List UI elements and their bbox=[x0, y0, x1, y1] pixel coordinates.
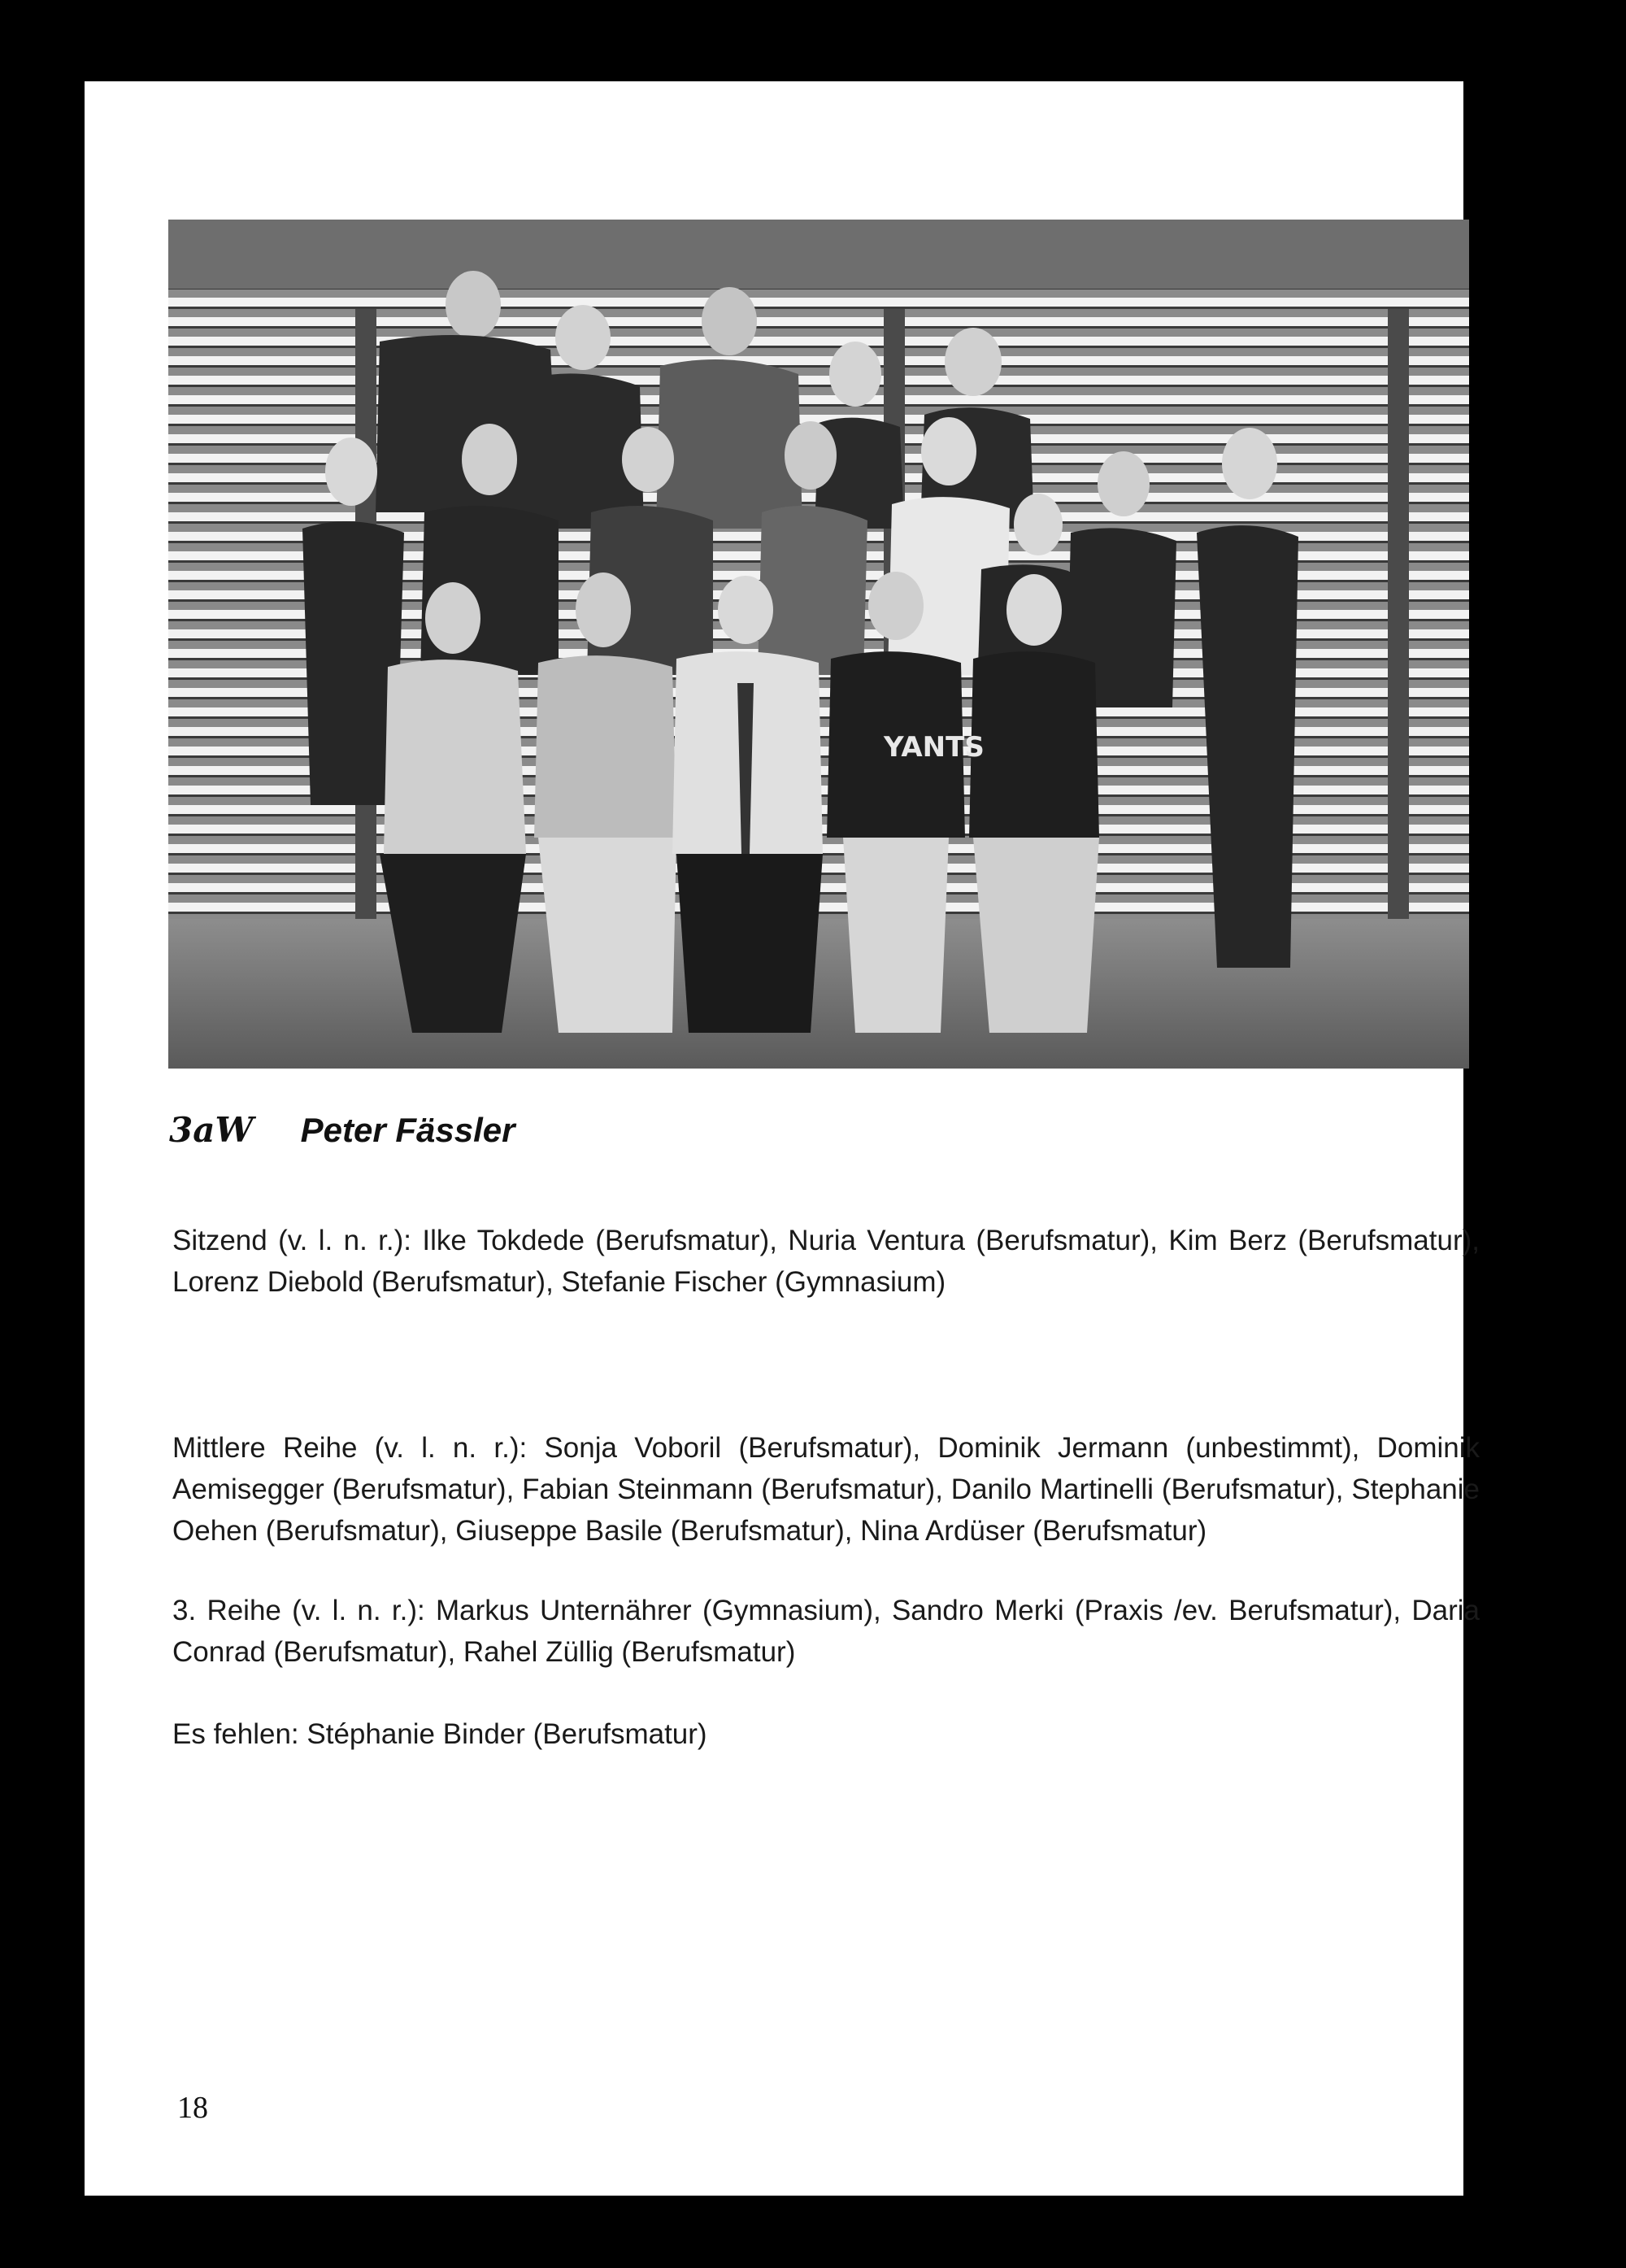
caption-seated: Sitzend (v. l. n. r.): Ilke Tokdede (Berufsmatur), Nuria Ventura (Berufsmatur), Kim Berz (Berufsmatur), Lorenz Diebold (Berufsmatur), Stefanie Fischer (Gymnasium) bbox=[172, 1225, 1480, 1298]
caption-middle-row: Mittlere Reihe (v. l. n. r.): Sonja Voboril (Berufsmatur), Dominik Jermann (unbestimmt), Dominik Aemisegger (Berufsmatur), Fabian Steinmann (Berufsmatur), Danilo Martinelli (Berufsmatur), Stephanie Oehen (Berufsmatur), Giuseppe Basile (Berufsmatur), Nina Ardüser (Berufsmatur) bbox=[172, 1432, 1480, 1547]
caption-missing: Es fehlen: Stéphanie Binder (Berufsmatur) bbox=[172, 1718, 707, 1750]
class-photo bbox=[168, 220, 1469, 1069]
caption-third-row: 3. Reihe (v. l. n. r.): Markus Unternährer (Gymnasium), Sandro Merki (Praxis /ev. Berufsmatur), Daria Conrad (Berufsmatur), Rahel Züllig (Berufsmatur) bbox=[172, 1595, 1480, 1668]
class-heading bbox=[169, 1110, 515, 1150]
teacher-name: Peter Fässler bbox=[300, 1111, 515, 1149]
class-code: 3aW bbox=[169, 1110, 254, 1150]
group-photo-icon bbox=[168, 220, 1469, 1069]
shirt-text: YANTS bbox=[884, 731, 985, 764]
page-number: 18 bbox=[177, 2091, 208, 2125]
roof-band bbox=[168, 220, 1469, 289]
document-page bbox=[85, 81, 1480, 2196]
